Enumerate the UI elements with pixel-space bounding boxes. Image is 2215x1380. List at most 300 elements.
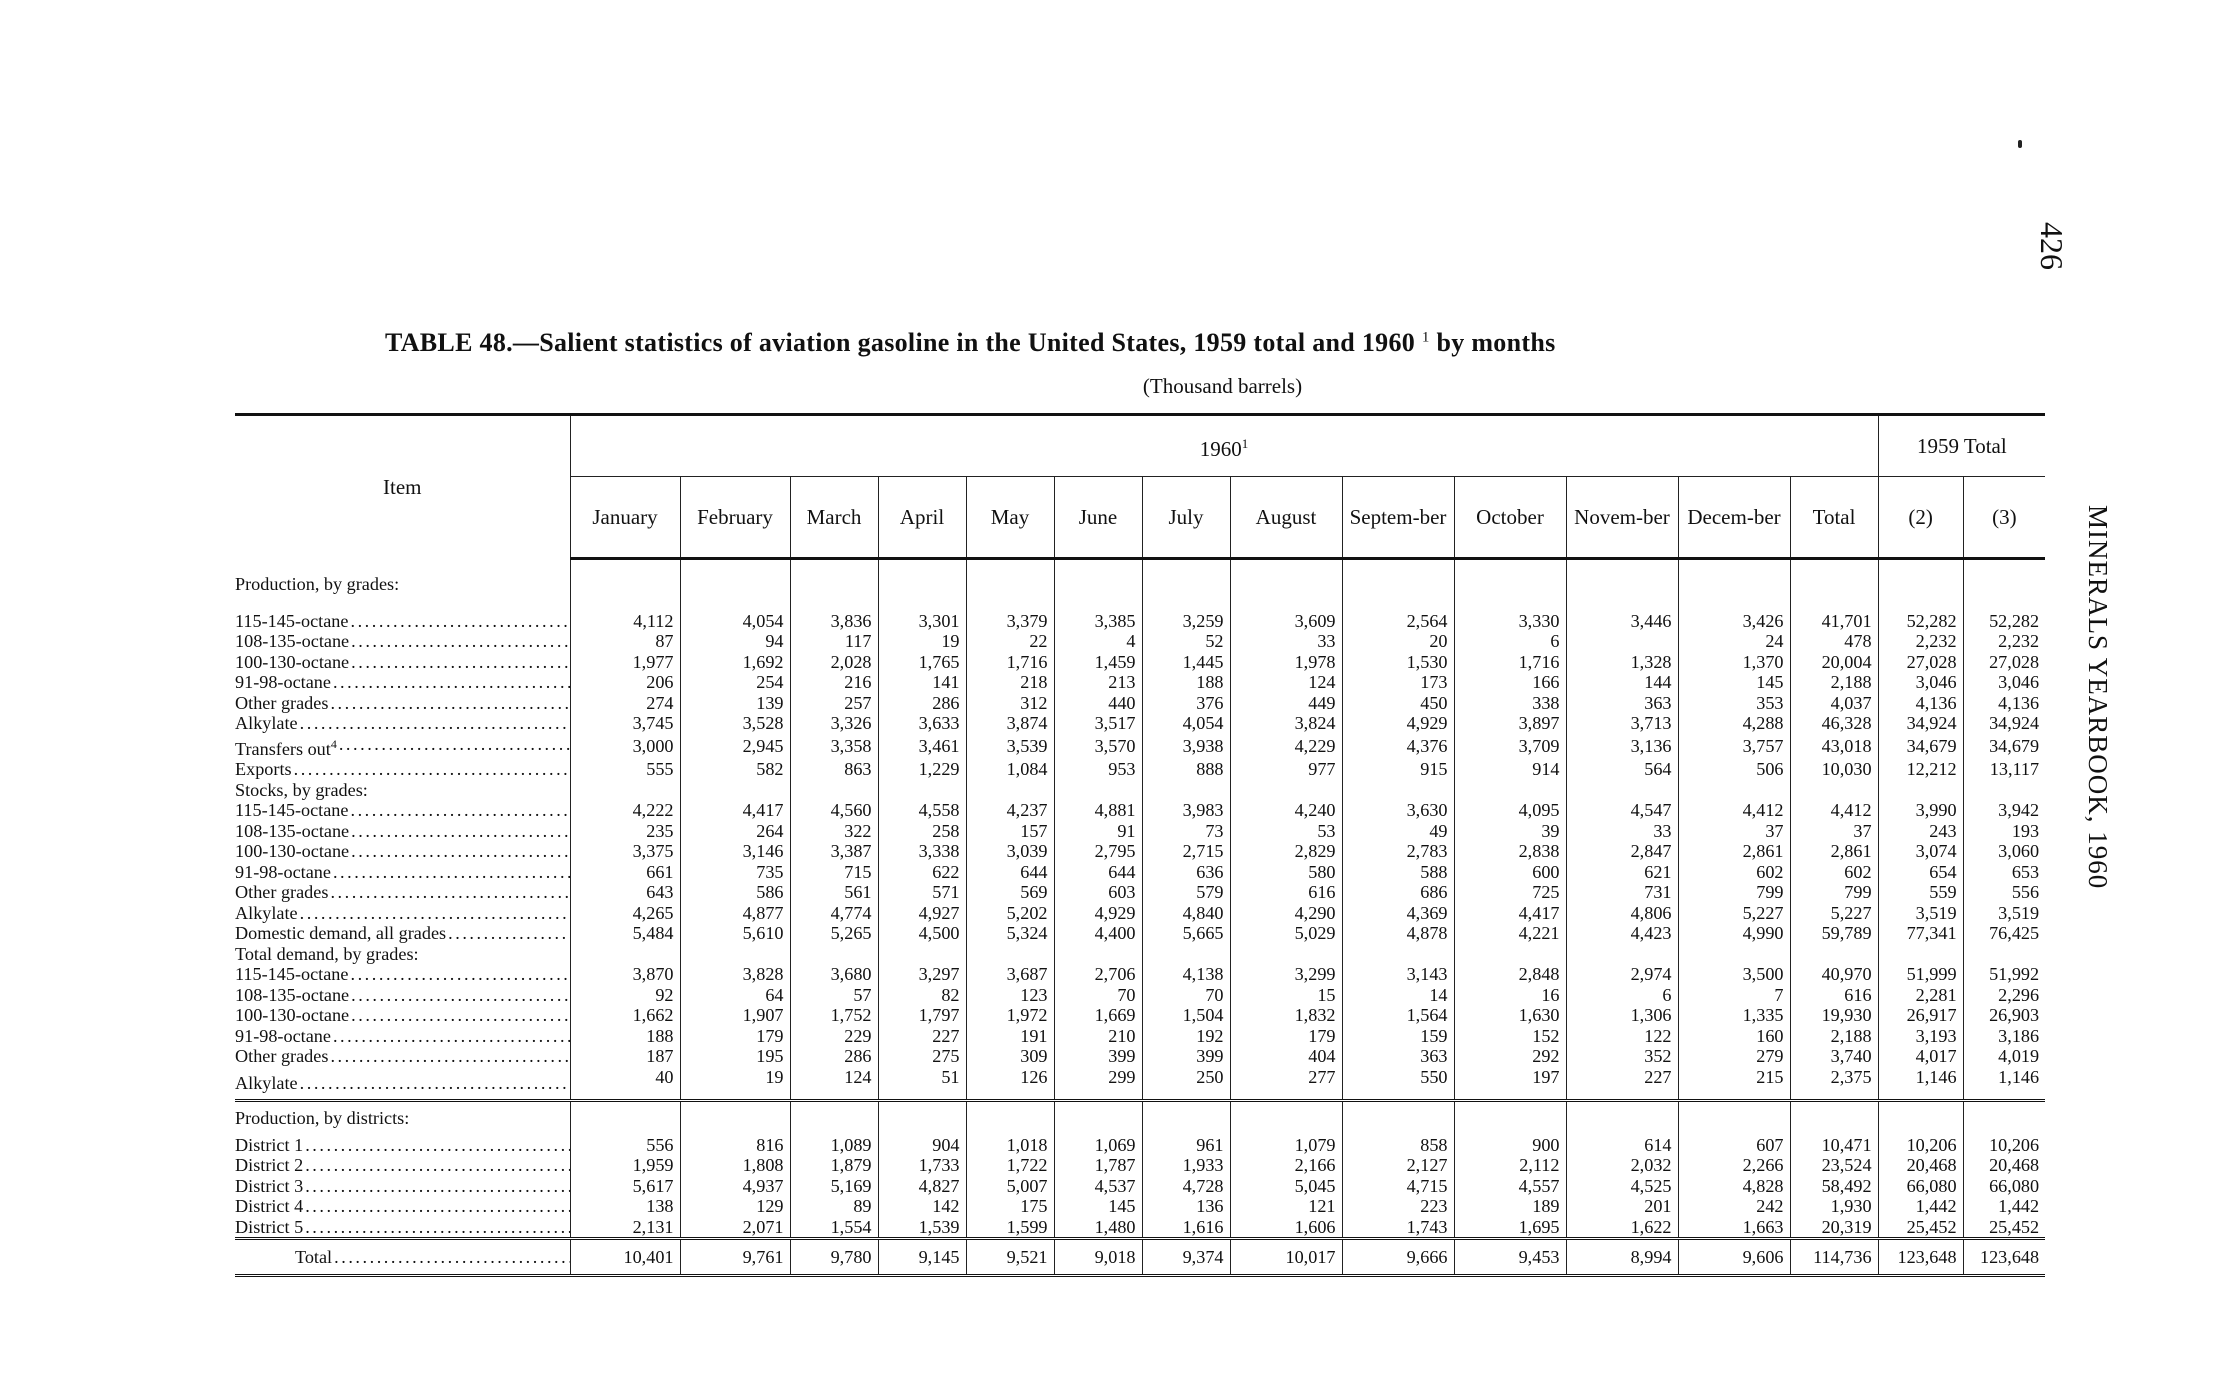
data-cell: 3,193 xyxy=(1878,1026,1963,1047)
data-cell: 3,136 xyxy=(1566,734,1678,760)
data-cell: 569 xyxy=(966,882,1054,903)
data-cell: 4,806 xyxy=(1566,903,1678,924)
data-cell: 799 xyxy=(1678,882,1790,903)
data-cell: 2,848 xyxy=(1454,964,1566,985)
data-cell xyxy=(1054,559,1142,611)
data-cell: 3,461 xyxy=(878,734,966,760)
data-cell: 7 xyxy=(1678,985,1790,1006)
row-label-text: Production, by districts: xyxy=(235,1108,410,1129)
data-cell xyxy=(1878,944,1963,965)
data-cell: 4,221 xyxy=(1454,923,1566,944)
data-cell: 3,609 xyxy=(1230,611,1342,632)
data-cell: 2,112 xyxy=(1454,1155,1566,1176)
data-cell: 175 xyxy=(966,1196,1054,1217)
data-cell: 279 xyxy=(1678,1046,1790,1067)
row-label-text: 91-98-octane xyxy=(235,1025,331,1046)
data-cell: 3,297 xyxy=(878,964,966,985)
data-cell: 4,290 xyxy=(1230,903,1342,924)
data-cell: 614 xyxy=(1566,1135,1678,1156)
data-cell: 187 xyxy=(570,1046,680,1067)
header-1959-column: (2) xyxy=(1878,477,1963,559)
data-cell xyxy=(1566,631,1678,652)
data-cell: 5,029 xyxy=(1230,923,1342,944)
data-cell xyxy=(1142,944,1230,965)
data-cell: 440 xyxy=(1054,693,1142,714)
data-cell: 3,528 xyxy=(680,713,790,734)
data-cell: 145 xyxy=(1054,1196,1142,1217)
data-cell: 4,423 xyxy=(1566,923,1678,944)
data-cell: 40,970 xyxy=(1790,964,1878,985)
data-cell: 1,445 xyxy=(1142,652,1230,673)
data-cell: 5,007 xyxy=(966,1176,1054,1197)
data-cell xyxy=(790,944,878,965)
data-cell: 4,265 xyxy=(570,903,680,924)
data-cell: 4,037 xyxy=(1790,693,1878,714)
row-label xyxy=(235,713,570,734)
data-cell xyxy=(1454,1101,1566,1135)
data-cell xyxy=(680,780,790,801)
data-cell: 4,828 xyxy=(1678,1176,1790,1197)
total-cell: 10,401 xyxy=(570,1239,680,1276)
data-cell: 4,412 xyxy=(1790,800,1878,821)
data-cell: 1,832 xyxy=(1230,1005,1342,1026)
data-cell: 25,452 xyxy=(1878,1217,1963,1239)
data-cell: 26,917 xyxy=(1878,1005,1963,1026)
data-cell: 2,564 xyxy=(1342,611,1454,632)
data-cell: 914 xyxy=(1454,759,1566,780)
data-cell: 1,733 xyxy=(878,1155,966,1176)
header-month: February xyxy=(680,477,790,559)
data-cell: 235 xyxy=(570,821,680,842)
data-cell: 1,370 xyxy=(1678,652,1790,673)
data-cell: 3,990 xyxy=(1878,800,1963,821)
data-cell xyxy=(966,1101,1054,1135)
data-cell: 5,045 xyxy=(1230,1176,1342,1197)
data-cell: 3,757 xyxy=(1678,734,1790,760)
data-cell: 2,166 xyxy=(1230,1155,1342,1176)
data-cell: 2,232 xyxy=(1963,631,2045,652)
header-month: Septem-ber xyxy=(1342,477,1454,559)
table-row xyxy=(235,1067,2045,1101)
data-cell: 1,442 xyxy=(1878,1196,1963,1217)
data-cell: 33 xyxy=(1566,821,1678,842)
data-cell: 3,828 xyxy=(680,964,790,985)
data-cell: 4,019 xyxy=(1963,1046,2045,1067)
data-cell: 40 xyxy=(570,1067,680,1101)
data-cell: 1,907 xyxy=(680,1005,790,1026)
row-label-text: Alkylate xyxy=(235,713,298,733)
data-cell xyxy=(966,780,1054,801)
data-cell: 4,369 xyxy=(1342,903,1454,924)
data-cell: 12,212 xyxy=(1878,759,1963,780)
data-cell: 52,282 xyxy=(1963,611,2045,632)
data-cell xyxy=(1230,944,1342,965)
data-cell: 4,112 xyxy=(570,611,680,632)
data-cell: 1,442 xyxy=(1963,1196,2045,1217)
row-label xyxy=(235,1067,570,1101)
data-cell: 961 xyxy=(1142,1135,1230,1156)
data-cell: 3,630 xyxy=(1342,800,1454,821)
data-cell: 5,202 xyxy=(966,903,1054,924)
data-cell: 124 xyxy=(790,1067,878,1101)
data-cell: 3,519 xyxy=(1878,903,1963,924)
data-cell: 1,079 xyxy=(1230,1135,1342,1156)
data-cell: 14 xyxy=(1342,985,1454,1006)
data-cell: 59,789 xyxy=(1790,923,1878,944)
row-label xyxy=(235,944,570,965)
data-cell: 5,265 xyxy=(790,923,878,944)
table-row xyxy=(235,841,2045,862)
data-cell: 1,930 xyxy=(1790,1196,1878,1217)
data-cell: 3,870 xyxy=(570,964,680,985)
data-cell: 4,547 xyxy=(1566,800,1678,821)
data-cell: 1,978 xyxy=(1230,652,1342,673)
data-cell: 1,229 xyxy=(878,759,966,780)
data-cell: 3,074 xyxy=(1878,841,1963,862)
total-cell: 123,648 xyxy=(1878,1239,1963,1276)
data-cell: 20,468 xyxy=(1963,1155,2045,1176)
data-cell: 4,136 xyxy=(1963,693,2045,714)
data-cell: 160 xyxy=(1678,1026,1790,1047)
data-cell: 555 xyxy=(570,759,680,780)
data-cell xyxy=(1678,780,1790,801)
table-row xyxy=(235,1176,2045,1197)
table-row xyxy=(235,1005,2045,1026)
data-cell: 3,387 xyxy=(790,841,878,862)
row-label-text: 108-135-octane xyxy=(235,820,350,841)
data-cell xyxy=(1963,1101,2045,1135)
data-cell: 33 xyxy=(1230,631,1342,652)
data-cell: 191 xyxy=(966,1026,1054,1047)
data-cell: 152 xyxy=(1454,1026,1566,1047)
data-cell: 1,752 xyxy=(790,1005,878,1026)
data-cell: 1,146 xyxy=(1878,1067,1963,1101)
data-cell: 1,504 xyxy=(1142,1005,1230,1026)
data-cell: 142 xyxy=(878,1196,966,1217)
data-cell: 3,259 xyxy=(1142,611,1230,632)
row-label-text: District 1 xyxy=(235,1134,304,1155)
data-cell: 73 xyxy=(1142,821,1230,842)
data-cell: 586 xyxy=(680,882,790,903)
data-cell: 5,227 xyxy=(1678,903,1790,924)
data-cell: 27,028 xyxy=(1963,652,2045,673)
data-cell: 5,169 xyxy=(790,1176,878,1197)
total-label-text: Total xyxy=(295,1246,333,1267)
data-cell: 2,375 xyxy=(1790,1067,1878,1101)
data-cell: 1,146 xyxy=(1963,1067,2045,1101)
data-cell: 52,282 xyxy=(1878,611,1963,632)
data-cell: 3,146 xyxy=(680,841,790,862)
data-cell: 3,983 xyxy=(1142,800,1230,821)
data-cell: 2,281 xyxy=(1878,985,1963,1006)
data-cell xyxy=(878,944,966,965)
data-cell: 264 xyxy=(680,821,790,842)
data-cell xyxy=(570,780,680,801)
data-cell: 816 xyxy=(680,1135,790,1156)
row-label-text: District 4 xyxy=(235,1196,304,1217)
row-label xyxy=(235,559,570,611)
data-cell xyxy=(1678,944,1790,965)
row-label xyxy=(235,780,570,801)
row-label xyxy=(235,821,570,842)
data-cell: 4,237 xyxy=(966,800,1054,821)
data-cell xyxy=(1566,1101,1678,1135)
data-cell: 4,525 xyxy=(1566,1176,1678,1197)
data-cell: 4,877 xyxy=(680,903,790,924)
row-label-text: Alkylate xyxy=(235,902,298,923)
row-label xyxy=(235,964,570,985)
data-cell: 92 xyxy=(570,985,680,1006)
data-cell xyxy=(1342,944,1454,965)
data-cell: 193 xyxy=(1963,821,2045,842)
data-cell: 1,599 xyxy=(966,1217,1054,1239)
row-label-text: 115-145-octane xyxy=(235,610,349,631)
table-row xyxy=(235,923,2045,944)
data-cell: 3,385 xyxy=(1054,611,1142,632)
data-cell: 4,136 xyxy=(1878,693,1963,714)
total-row xyxy=(235,1239,2045,1276)
data-cell: 588 xyxy=(1342,862,1454,883)
data-cell: 616 xyxy=(1790,985,1878,1006)
data-cell: 735 xyxy=(680,862,790,883)
data-cell: 51,992 xyxy=(1963,964,2045,985)
data-cell: 1,959 xyxy=(570,1155,680,1176)
data-cell: 4,500 xyxy=(878,923,966,944)
data-cell: 3,338 xyxy=(878,841,966,862)
data-cell: 863 xyxy=(790,759,878,780)
data-cell: 24 xyxy=(1678,631,1790,652)
header-month: April xyxy=(878,477,966,559)
header-item: Item xyxy=(235,415,570,559)
row-label-text: District 2 xyxy=(235,1155,304,1176)
data-cell: 15 xyxy=(1230,985,1342,1006)
table-row xyxy=(235,882,2045,903)
row-label xyxy=(235,1005,570,1026)
total-cell: 9,521 xyxy=(966,1239,1054,1276)
data-cell: 3,836 xyxy=(790,611,878,632)
data-cell: 277 xyxy=(1230,1067,1342,1101)
data-cell: 338 xyxy=(1454,693,1566,714)
table-row xyxy=(235,1101,2045,1135)
data-cell: 1,972 xyxy=(966,1005,1054,1026)
row-label xyxy=(235,1046,570,1067)
data-cell: 145 xyxy=(1678,672,1790,693)
data-cell: 582 xyxy=(680,759,790,780)
data-cell: 49 xyxy=(1342,821,1454,842)
data-cell: 312 xyxy=(966,693,1054,714)
total-cell: 10,017 xyxy=(1230,1239,1342,1276)
data-cell: 4,537 xyxy=(1054,1176,1142,1197)
data-cell: 57 xyxy=(790,985,878,1006)
data-cell: 1,480 xyxy=(1054,1217,1142,1239)
data-cell: 4,417 xyxy=(680,800,790,821)
data-cell: 179 xyxy=(1230,1026,1342,1047)
data-cell: 2,232 xyxy=(1878,631,1963,652)
data-cell: 3,358 xyxy=(790,734,878,760)
row-label-text: 91-98-octane xyxy=(235,672,331,692)
row-label-text: Stocks, by grades: xyxy=(235,779,368,800)
data-cell: 953 xyxy=(1054,759,1142,780)
data-cell: 13,117 xyxy=(1963,759,2045,780)
running-head: MINERALS YEARBOOK, 1960 xyxy=(2083,505,2113,890)
data-cell: 51,999 xyxy=(1878,964,1963,985)
data-cell: 3,375 xyxy=(570,841,680,862)
row-label xyxy=(235,759,570,780)
data-cell: 363 xyxy=(1342,1046,1454,1067)
row-label-text: Transfers out xyxy=(235,738,331,759)
data-cell: 3,060 xyxy=(1963,841,2045,862)
data-cell: 353 xyxy=(1678,693,1790,714)
header-month: July xyxy=(1142,477,1230,559)
row-label xyxy=(235,1155,570,1176)
data-cell: 2,032 xyxy=(1566,1155,1678,1176)
data-cell: 37 xyxy=(1790,821,1878,842)
table-row xyxy=(235,559,2045,611)
row-label-text: Total demand, by grades: xyxy=(235,943,419,964)
data-cell: 5,610 xyxy=(680,923,790,944)
table-row xyxy=(235,1217,2045,1239)
data-cell: 3,539 xyxy=(966,734,1054,760)
row-label xyxy=(235,841,570,862)
data-cell: 3,299 xyxy=(1230,964,1342,985)
data-cell xyxy=(1142,1101,1230,1135)
data-cell: 4,017 xyxy=(1878,1046,1963,1067)
data-cell: 2,838 xyxy=(1454,841,1566,862)
row-label-text: District 3 xyxy=(235,1175,304,1196)
data-cell: 19,930 xyxy=(1790,1005,1878,1026)
row-label-text: Production, by grades: xyxy=(235,574,400,595)
data-cell: 159 xyxy=(1342,1026,1454,1047)
total-cell: 114,736 xyxy=(1790,1239,1878,1276)
data-cell: 888 xyxy=(1142,759,1230,780)
data-cell: 661 xyxy=(570,862,680,883)
header-month: June xyxy=(1054,477,1142,559)
data-cell: 2,974 xyxy=(1566,964,1678,985)
data-cell: 602 xyxy=(1678,862,1790,883)
data-cell: 3,680 xyxy=(790,964,878,985)
data-cell: 3,301 xyxy=(878,611,966,632)
data-cell: 4,929 xyxy=(1054,903,1142,924)
data-cell: 363 xyxy=(1566,693,1678,714)
header-month: Total xyxy=(1790,477,1878,559)
data-cell: 4,557 xyxy=(1454,1176,1566,1197)
data-cell: 10,206 xyxy=(1963,1135,2045,1156)
data-cell: 1,606 xyxy=(1230,1217,1342,1239)
row-label xyxy=(235,1026,570,1047)
data-cell: 2,131 xyxy=(570,1217,680,1239)
data-cell: 254 xyxy=(680,672,790,693)
data-cell: 4,990 xyxy=(1678,923,1790,944)
data-cell xyxy=(1142,559,1230,611)
data-cell: 4,095 xyxy=(1454,800,1566,821)
data-cell: 4,412 xyxy=(1678,800,1790,821)
data-cell: 858 xyxy=(1342,1135,1454,1156)
data-cell xyxy=(1054,944,1142,965)
data-cell: 5,227 xyxy=(1790,903,1878,924)
data-cell xyxy=(790,559,878,611)
data-cell: 243 xyxy=(1878,821,1963,842)
data-cell: 3,326 xyxy=(790,713,878,734)
data-cell: 4,222 xyxy=(570,800,680,821)
data-cell: 376 xyxy=(1142,693,1230,714)
data-cell: 4,728 xyxy=(1142,1176,1230,1197)
row-label-text: Other grades xyxy=(235,692,329,713)
data-cell: 4,929 xyxy=(1342,713,1454,734)
data-cell: 218 xyxy=(966,672,1054,693)
data-cell: 37 xyxy=(1678,821,1790,842)
data-cell: 141 xyxy=(878,672,966,693)
data-cell: 449 xyxy=(1230,693,1342,714)
row-label xyxy=(235,862,570,883)
table-title xyxy=(385,328,1765,358)
row-label xyxy=(235,1196,570,1217)
data-cell: 121 xyxy=(1230,1196,1342,1217)
data-cell: 4,417 xyxy=(1454,903,1566,924)
data-cell: 2,266 xyxy=(1678,1155,1790,1176)
total-cell: 9,666 xyxy=(1342,1239,1454,1276)
data-cell: 34,679 xyxy=(1963,734,2045,760)
row-label xyxy=(235,1101,570,1135)
row-label-text: 100-130-octane xyxy=(235,651,350,672)
data-cell: 10,206 xyxy=(1878,1135,1963,1156)
data-cell: 52 xyxy=(1142,631,1230,652)
table-row xyxy=(235,964,2045,985)
data-cell: 136 xyxy=(1142,1196,1230,1217)
header-group-1960: 1960$^1$ xyxy=(570,415,1878,477)
row-label-text: 108-135-octane xyxy=(235,984,350,1005)
data-cell: 715 xyxy=(790,862,878,883)
total-cell: 9,453 xyxy=(1454,1239,1566,1276)
data-cell: 1,539 xyxy=(878,1217,966,1239)
data-cell: 20,468 xyxy=(1878,1155,1963,1176)
data-cell: 41,701 xyxy=(1790,611,1878,632)
table-row xyxy=(235,780,2045,801)
data-cell: 138 xyxy=(570,1196,680,1217)
data-cell: 51 xyxy=(878,1067,966,1101)
data-cell: 4,878 xyxy=(1342,923,1454,944)
table-row xyxy=(235,1046,2045,1067)
data-cell: 600 xyxy=(1454,862,1566,883)
data-cell xyxy=(1878,780,1963,801)
data-cell xyxy=(1566,559,1678,611)
page-number: 426 xyxy=(2034,222,2070,270)
header-month: Decem-ber xyxy=(1678,477,1790,559)
data-cell: 179 xyxy=(680,1026,790,1047)
data-cell: 94 xyxy=(680,631,790,652)
data-cell xyxy=(878,559,966,611)
data-cell: 1,797 xyxy=(878,1005,966,1026)
data-cell: 3,446 xyxy=(1566,611,1678,632)
data-cell: 2,127 xyxy=(1342,1155,1454,1176)
data-cell: 478 xyxy=(1790,631,1878,652)
data-cell: 2,188 xyxy=(1790,672,1878,693)
data-cell: 3,942 xyxy=(1963,800,2045,821)
table-row xyxy=(235,985,2045,1006)
data-cell: 3,740 xyxy=(1790,1046,1878,1067)
header-month: August xyxy=(1230,477,1342,559)
data-cell: 904 xyxy=(878,1135,966,1156)
data-cell: 621 xyxy=(1566,862,1678,883)
data-cell: 25,452 xyxy=(1963,1217,2045,1239)
row-label xyxy=(235,1217,570,1239)
data-cell: 229 xyxy=(790,1026,878,1047)
data-cell: 227 xyxy=(1566,1067,1678,1101)
title-main: TABLE 48.—Salient statistics of aviation gasoline in the United States, 1959 total and 1960 xyxy=(385,328,1416,357)
data-cell: 3,039 xyxy=(966,841,1054,862)
data-cell: 1,564 xyxy=(1342,1005,1454,1026)
data-cell: 686 xyxy=(1342,882,1454,903)
title-footnote-mark: 1 xyxy=(1421,329,1430,346)
